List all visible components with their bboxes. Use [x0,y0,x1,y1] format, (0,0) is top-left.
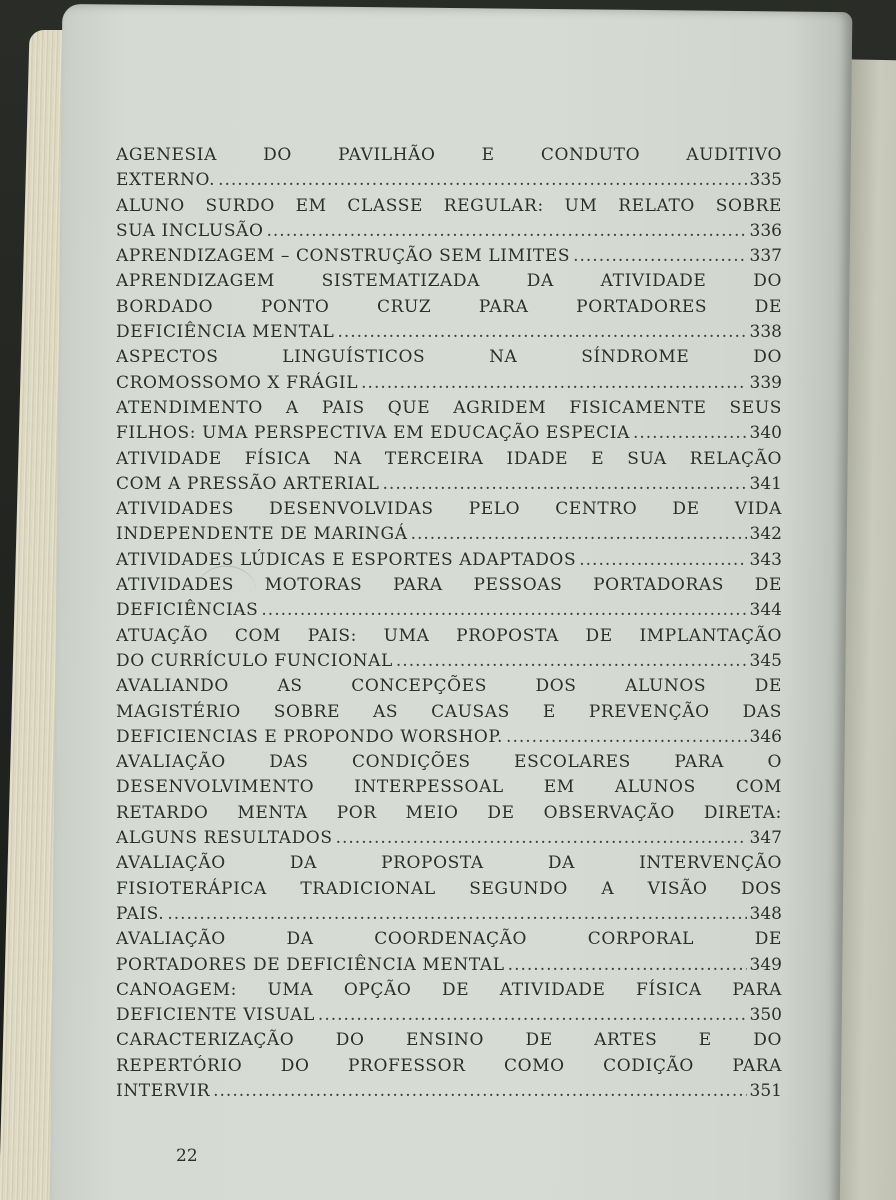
toc-entry-title-line: REPERTÓRIO DO PROFESSOR COMO CODIÇÃO PARA [116,1055,782,1076]
toc-entry-title-end: ALGUNS RESULTADOS [116,828,333,849]
toc-entry-title-end: PAIS. [116,903,165,924]
toc-entry-title-line: MAGISTÉRIO SOBRE AS CAUSAS E PREVENÇÃO DAS [116,701,782,722]
toc-entry-page-number: 341 [749,473,782,494]
toc-entry-title-line: ASPECTOS LINGUÍSTICOS NA SÍNDROME DO [116,347,782,368]
dot-leader [266,219,746,244]
toc-entry-title-line: FISIOTERÁPICA TRADICIONAL SEGUNDO A VISÃO DOS [116,878,782,899]
toc-entry [116,978,782,1029]
toc-entry-last-line [116,371,782,396]
dot-leader [579,548,746,573]
toc-entry-title-end: DO CURRÍCULO FUNCIONAL [116,650,393,671]
toc-entry [116,1028,782,1104]
dot-leader [383,472,747,497]
toc-entry-page-number: 349 [749,954,782,975]
toc-entry-last-line [116,649,782,674]
toc-entry-title-end: SUA INCLUSÃO [116,220,264,241]
toc-entry [116,548,782,573]
toc-entry [116,624,782,675]
toc-entry-title-line: ATIVIDADES MOTORAS PARA PESSOAS PORTADORAS DE [116,575,782,596]
toc-entry-page-number: 348 [749,903,782,924]
dot-leader [336,826,747,851]
toc-entry-title-line: AVALIAÇÃO DAS CONDIÇÕES ESCOLARES PARA O [116,752,782,773]
toc-entry-title-end: DEFICIÊNCIA MENTAL [116,322,335,343]
toc-entry-last-line [116,1003,782,1028]
dot-leader [506,725,747,750]
toc-entry [116,851,782,927]
dot-leader [508,953,747,978]
toc-entry [116,345,782,396]
dot-leader [167,902,746,927]
toc-entry-page-number: 346 [749,726,782,747]
dot-leader [318,1003,747,1028]
toc-entry-page-number: 335 [749,170,782,191]
dot-leader [213,1079,746,1104]
toc-entry [116,573,782,624]
toc-entry-title-end: INTERVIR [116,1080,211,1101]
toc-entry-title-end: INDEPENDENTE DE MARINGÁ [116,524,408,545]
toc-entry-title-line: AVALIAÇÃO DA PROPOSTA DA INTERVENÇÃO [116,853,782,874]
toc-entry-title-line: ATIVIDADE FÍSICA NA TERCEIRA IDADE E SUA RELAÇÃO [116,448,782,469]
dot-leader [573,244,746,269]
toc-entry [116,244,782,269]
toc-entry-title-end: PORTADORES DE DEFICIÊNCIA MENTAL [116,954,505,975]
toc-entry-page-number: 343 [749,549,782,570]
toc-entry-page-number: 337 [749,246,782,267]
toc-entry-title-line: CANOAGEM: UMA OPÇÃO DE ATIVIDADE FÍSICA PARA [116,979,782,1000]
dot-leader [218,168,746,193]
toc-entry-page-number: 345 [749,650,782,671]
toc-entry-title-end: EXTERNO. [116,170,216,191]
toc-entry-page-number: 338 [749,322,782,343]
toc-entry-page-number: 336 [749,220,782,241]
toc-entry-last-line [116,244,782,269]
toc-entry-title-line: ATIVIDADES DESENVOLVIDAS PELO CENTRO DE VIDA [116,499,782,520]
toc-entry-title-line: ATENDIMENTO A PAIS QUE AGRIDEM FISICAMENTE SEUS [116,397,782,418]
toc-entry-title-end: DEFICIENCIAS E PROPONDO WORSHOP. [116,726,504,747]
toc-entry [116,497,782,548]
toc-entry-title-line: ATUAÇÃO COM PAIS: UMA PROPOSTA DE IMPLANTAÇÃO [116,625,782,646]
toc-entry-last-line [116,1079,782,1104]
toc-entry-title-end: COM A PRESSÃO ARTERIAL [116,473,380,494]
page-number: 22 [176,1146,198,1166]
toc-entry-title-line: ALUNO SURDO EM CLASSE REGULAR: UM RELATO SOBRE [116,195,782,216]
toc-entry-last-line [116,421,782,446]
toc-entry-last-line [116,320,782,345]
toc-entry-last-line [116,219,782,244]
table-of-contents [116,143,782,1104]
toc-entry-title-end: DEFICIÊNCIAS [116,600,259,621]
toc-entry [116,194,782,245]
toc-entry-page-number: 344 [749,600,782,621]
toc-entry-page-number: 351 [749,1080,782,1101]
toc-entry [116,927,782,978]
toc-entry-last-line [116,725,782,750]
toc-entry [116,269,782,345]
toc-entry-page-number: 339 [749,372,782,393]
toc-entry-last-line [116,522,782,547]
toc-entry-title-end: FILHOS: UMA PERSPECTIVA EM EDUCAÇÃO ESPECIA [116,423,630,444]
toc-entry [116,143,782,194]
toc-entry-title-line: APRENDIZAGEM SISTEMATIZADA DA ATIVIDADE DO [116,271,782,292]
toc-entry-title-end: CROMOSSOMO X FRÁGIL [116,372,359,393]
toc-entry-title-line: AGENESIA DO PAVILHÃO E CONDUTO AUDITIVO [116,145,782,165]
dot-leader [411,522,747,547]
toc-entry-page-number: 342 [749,524,782,545]
toc-entry-title-line: BORDADO PONTO CRUZ PARA PORTADORES DE [116,296,782,317]
toc-entry-title-line: RETARDO MENTA POR MEIO DE OBSERVAÇÃO DIRETA: [116,802,782,823]
dot-leader [396,649,747,674]
dot-leader [361,371,746,396]
dot-leader [633,421,747,446]
toc-entry-last-line [116,953,782,978]
toc-entry [116,750,782,851]
toc-entry-title-line: AVALIANDO AS CONCEPÇÕES DOS ALUNOS DE [116,676,782,697]
dot-leader [261,598,746,623]
toc-entry-title-line: DESENVOLVIMENTO INTERPESSOAL EM ALUNOS COM [116,777,782,798]
toc-entry-title-line: CARACTERIZAÇÃO DO ENSINO DE ARTES E DO [116,1030,782,1051]
toc-entry-title-end: APRENDIZAGEM – CONSTRUÇÃO SEM LIMITES [116,246,571,267]
toc-entry-page-number: 340 [749,423,782,444]
toc-entry-last-line [116,472,782,497]
toc-entry [116,396,782,447]
toc-entry-title-line: AVALIAÇÃO DA COORDENAÇÃO CORPORAL DE [116,929,782,950]
dot-leader [337,320,746,345]
toc-entry-last-line [116,548,782,573]
toc-entry-page-number: 350 [749,1005,782,1026]
toc-entry-last-line [116,168,782,193]
toc-entry-title-end: DEFICIENTE VISUAL [116,1005,315,1026]
toc-entry-last-line [116,826,782,851]
toc-entry [116,447,782,498]
toc-entry-last-line [116,902,782,927]
toc-entry-last-line [116,598,782,623]
toc-entry [116,674,782,750]
toc-entry-title-end: ATIVIDADES LÚDICAS E ESPORTES ADAPTADOS [116,549,577,570]
toc-entry-page-number: 347 [749,828,782,849]
